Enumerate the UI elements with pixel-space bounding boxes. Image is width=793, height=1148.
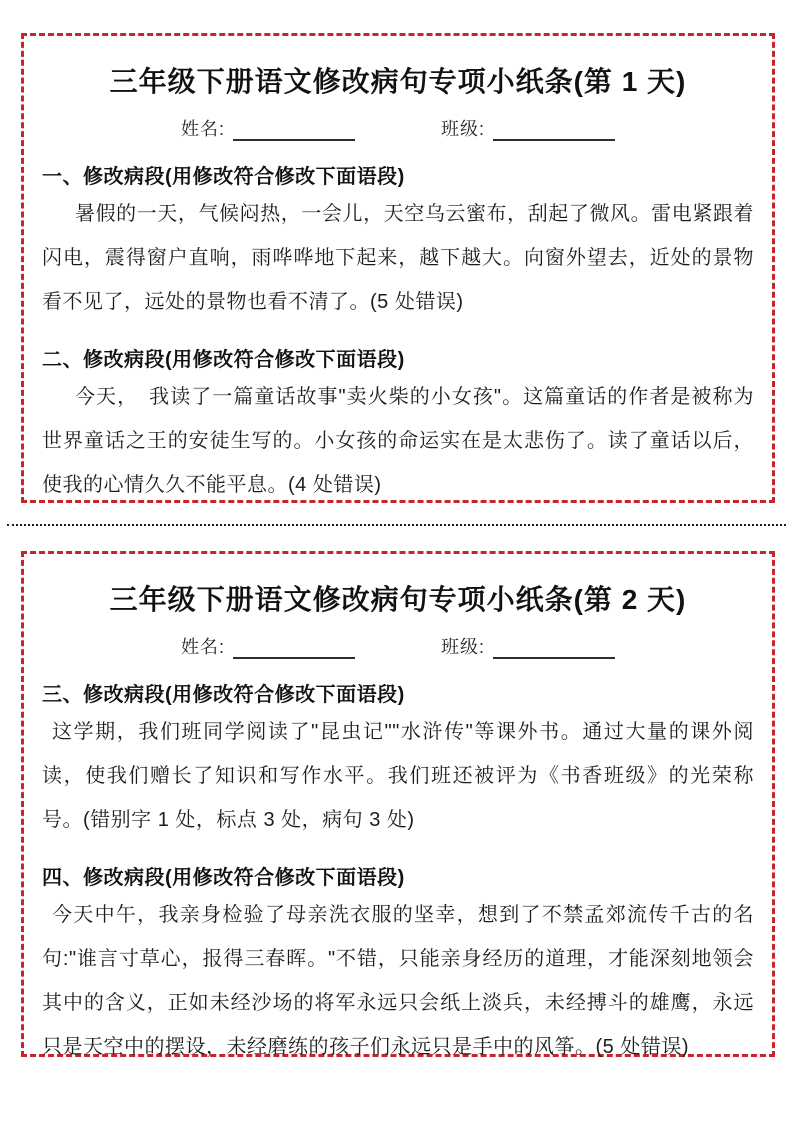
class-blank-line [493,124,615,141]
class-blank-line [493,642,615,659]
exercise-section-2 [42,343,754,507]
exercise-section-4 [42,861,754,1069]
exercise-section-3 [42,678,754,842]
section-paragraph: 今天中午，我亲身检验了母亲洗衣服的坚幸，想到了不禁孟郊流传千古的名句:"谁言寸草心，报得三春晖。"不错，只能亲身经历的道理，才能深刻地领会其中的含义，正如未经沙场的将军永远只会纸上淡兵，未经搏斗的雄鹰，永远只是天空中的摆设，未经磨练的孩子们永远只是手中的风筝。(5 处错误) [42,904,754,1058]
section-heading: 二、修改病段(用修改符合修改下面语段) [42,349,405,371]
worksheet-card-day2 [21,551,775,1057]
section-heading: 三、修改病段(用修改符合修改下面语段) [42,684,405,706]
class-label: 班级: [441,637,486,657]
class-field [441,633,615,659]
section-paragraph: 暑假的一天，气候闷热，一会儿，天空乌云蜜布，刮起了微风。雷电紧跟着闪电，震得窗户直响，雨哗哗地下起来，越下越大。向窗外望去，近处的景物看不见了，远处的景物也看不清了。(5 处错误) [42,203,754,313]
class-field [441,115,615,141]
worksheet-card-day1 [21,33,775,503]
name-label: 姓名: [180,119,225,139]
name-field [181,115,355,141]
name-label: 姓名: [180,637,225,657]
section-paragraph: 今天， 我读了一篇童话故事"卖火柴的小女孩"。这篇童话的作者是被称为世界童话之王的安徒生写的。小女孩的命运实在是太悲伤了。读了童话以后，使我的心情久久不能平息。(4 处错误) [42,386,754,496]
section-heading: 四、修改病段(用修改符合修改下面语段) [42,867,405,889]
class-label: 班级: [441,119,486,139]
name-blank-line [233,124,355,141]
name-field [181,633,355,659]
name-class-row [42,115,754,141]
card-title: 三年级下册语文修改病句专项小纸条(第 2 天) [109,584,687,615]
exercise-section-1 [42,160,754,324]
dotted-cut-line [7,524,786,526]
card-title: 三年级下册语文修改病句专项小纸条(第 1 天) [109,66,687,97]
section-paragraph: 这学期，我们班同学阅读了"昆虫记""水浒传"等课外书。通过大量的课外阅读，使我们赠长了知识和写作水平。我们班还被评为《书香班级》的光荣称号。(错别字 1 处，标点 3 处，病句 3 处) [42,721,754,831]
name-blank-line [233,642,355,659]
section-heading: 一、修改病段(用修改符合修改下面语段) [42,166,405,188]
name-class-row [42,633,754,659]
